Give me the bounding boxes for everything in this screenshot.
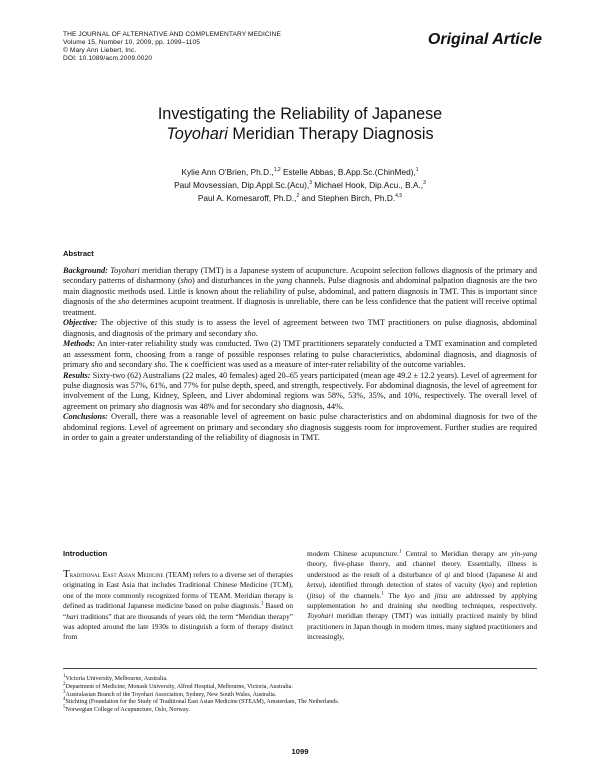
footnote: $^1$Victoria University, Melbourne, Australia. (63, 673, 168, 682)
citation: 1 (260, 601, 264, 607)
doi: DOI: 10.1089/acm.2009.0020 (63, 55, 153, 62)
title-line-2 (63, 124, 537, 144)
abstract-body (63, 266, 537, 444)
abstract-heading: Abstract (63, 249, 94, 258)
affiliation-mark: 3 (309, 180, 312, 187)
footnotes (63, 673, 537, 715)
footnote: $^5$Norwegian College of Acupuncture, Oslo, Norway. (63, 705, 190, 714)
journal-header (63, 31, 281, 63)
footnote: $^2$Department of Medicine, Monash University, Alfred Hospital, Melbourne, Victoria, Australia. (63, 681, 293, 690)
abstract-background: Background: Toyohari meridian therapy (TMT) is a Japanese system of acupuncture. Acupoint selection follows diagnosis of the primary and secondary patterns of disharmony (sho) and disturbances in the yang channels. Pulse diagnosis and abdominal palpation diagnosis are the two main diagnostic methods used. Little is known about the reliability of pulse, abdominal, and pattern diagnosis in TMT. This is important since diagnosis of the sho determines acupoint treatment. If diagnosis is unreliable, there can be less confidence that the patient will receive optimal treatment. (63, 266, 537, 317)
affiliation-mark: 3 (423, 180, 426, 187)
affiliation-mark: 2 (296, 193, 300, 200)
introduction-heading: Introduction (63, 549, 108, 558)
abstract-methods: Methods: An inter-rater reliability study was conducted. Two (2) TMT practitioners separately conducted a TMT examination and completed an assessment form, choosing from a range of possible responses relating to pulse characteristics, abdominal diagnosis, and diagnosis of primary sho and secondary sho. The κ coefficient was used as a measure of inter-rater reliability of the outcome variables. (63, 339, 537, 370)
author-line-2 (63, 179, 537, 192)
drop-cap: T (63, 568, 70, 580)
lead-small-caps: raditional East Asian Medicine (69, 570, 164, 579)
abstract-results: Results: Sixty-two (62) Australians (22 males, 40 females) aged 20–65 years participated (mean age 49.2 ± 12.2 years). Level of agreement for pulse diagnosis was 57%, 61%, and 77% for pulse depth, speed, and strength, respectively. For abdominal diagnosis, the level of agreement for involvement of the Lung, Kidney, Spleen, and Liver abdominal regions was 58%, 53%, 35%, and 10%, respectively. The overall level of agreement on primary sho diagnosis was 48% and for secondary sho diagnosis, 44%. (63, 370, 537, 411)
footnote-rule (63, 668, 537, 669)
author-line-1 (63, 166, 537, 179)
page-number: 1099 (291, 747, 309, 756)
volume-line: Volume 15, Number 10, 2009, pp. 1099–1105 (63, 39, 201, 46)
citation: 1 (381, 591, 384, 597)
intro-column-right: modern Chinese acupuncture.$^1$ Central to Meridian therapy are yin-yang theory, five-phase theory, and channel theory. Essentially, illness is understood as the result of a disturbance of qi and blood (Japanese ki and ketsu), identified through detection of states of vacuity (kyo) and repletion (jitsu) of the channels.$^1$ The kyo and jitsu are addressed by applying supplementation ho and draining sha needling techniques, respectively. Toyohari meridian therapy (TMT) was initially practiced mainly by blind practitioners in Japan though in modern times, many sighted practitioners and increasingly, (307, 549, 538, 642)
copyright: © Mary Ann Liebert, Inc. (63, 47, 137, 54)
paper-title (63, 104, 537, 144)
author: and Stephen Birch, Ph.D. (299, 193, 396, 203)
author: Paul Movsessian, Dip.Appl.Sc.(Acu), (174, 180, 310, 190)
title-line-1: Investigating the Reliability of Japanese (157, 105, 443, 123)
abstract-conclusions: Conclusions: Overall, there was a reasonable level of agreement on basic pulse characteristics and on abdominal diagnosis for two of the abdominal regions. Level of agreement on primary and secondary sho diagnosis suggests room for improvement. Further studies are required in order to gain a greater understanding of the reliability of diagnosis in TMT. (63, 412, 537, 443)
author: Estelle Abbas, B.App.Sc.(ChinMed), (280, 167, 416, 177)
title-rest: Meridian Therapy Diagnosis (227, 125, 434, 143)
title-italic: Toyohari (166, 125, 228, 143)
footnote: $^4$Stichting (Foundation for the Study of Traditional East Asian Medicine (STEAM), Amsterdam, The Netherlands. (63, 697, 340, 706)
intro-column-left: Traditional East Asian Medicine (TEAM) refers to a diverse set of therapies originating in East Asia that includes Traditional Chinese Medicine (TCM), one of the more commonly recognized forms of TEAM. Meridian therapy is defined as traditional Japanese medicine based on pulse diagnosis.$^1$ Based on “hari traditions” that are thousands of years old, the term “Meridian therapy” was adopted around the late 1930s to distinguish a form of therapy distinct from (63, 568, 294, 642)
author-list (63, 166, 537, 205)
affiliation-mark: 4,5 (395, 193, 403, 200)
footnote: $^3$Australasian Branch of the Toyohari Association, Sydney, New South Wales, Australia. (63, 689, 277, 698)
affiliation-mark: 1,2 (273, 167, 281, 174)
affiliation-mark: 1 (415, 167, 419, 174)
abstract-objective: Objective: The objective of this study is to assess the level of agreement between two TMT practitioners on pulse diagnosis, abdominal diagnosis, and diagnosis of the primary and secondary sho. (63, 318, 537, 338)
author: Paul A. Komesaroff, Ph.D., (197, 193, 297, 203)
article-type: Original Article (427, 31, 542, 48)
citation: 1 (399, 549, 402, 555)
journal-name: THE JOURNAL OF ALTERNATIVE AND COMPLEMENTARY MEDICINE (63, 31, 282, 38)
author: Michael Hook, Dip.Acu., B.A., (311, 180, 424, 190)
author-line-3 (63, 192, 537, 205)
author: Kylie Ann O’Brien, Ph.D., (181, 167, 274, 177)
